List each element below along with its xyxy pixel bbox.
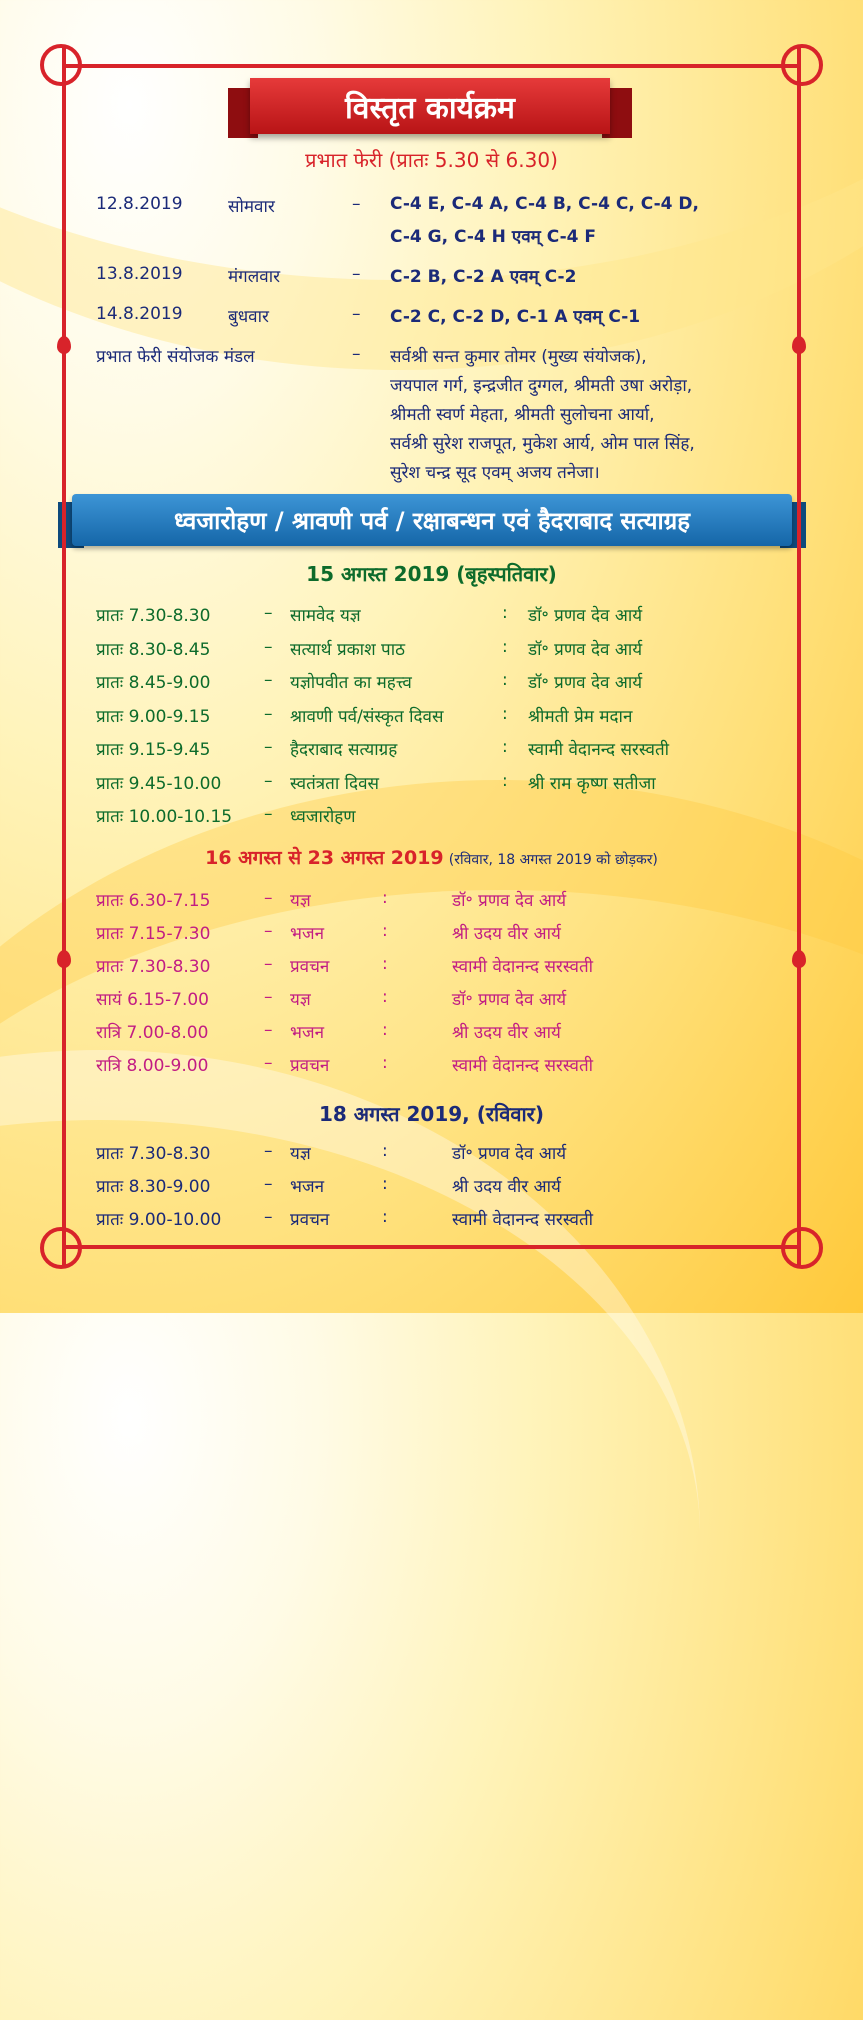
- aug15-row-event: सत्यार्थ प्रकाश पाठ: [290, 639, 405, 660]
- aug18-row-dash: –: [264, 1174, 273, 1194]
- aug18-row-time: प्रातः 7.30-8.30: [96, 1144, 211, 1164]
- prabhat-day: बुधवार: [228, 307, 269, 327]
- festival-banner-title: ध्वजारोहण / श्रावणी पर्व / रक्षाबन्धन एवं हैदराबाद सत्याग्रह: [173, 506, 691, 535]
- aug15-row-event: ध्वजारोहण: [290, 807, 356, 827]
- corner-ornament: [40, 44, 82, 86]
- aug15-row-dash: –: [264, 670, 273, 690]
- aug18-row-person: स्वामी वेदानन्द सरस्वती: [452, 1210, 594, 1230]
- aug16-row-event: यज्ञ: [290, 891, 311, 911]
- frame-drop-ornament: [57, 950, 71, 968]
- aug15-row-colon: :: [502, 636, 508, 657]
- aug18-row-time: प्रातः 9.00-10.00: [96, 1210, 222, 1230]
- aug15-row-person: डॉ॰ प्रणव देव आर्य: [528, 673, 643, 693]
- aug16-row-dash: –: [264, 954, 273, 974]
- aug16-row-event: प्रवचन: [290, 1056, 330, 1076]
- aug15-row-dash: –: [264, 636, 273, 657]
- prabhat-dash: –: [352, 264, 361, 284]
- aug18-row-colon: :: [382, 1141, 388, 1161]
- aug16-row-colon: :: [382, 987, 388, 1007]
- aug15-row-event: श्रावणी पर्व/संस्कृत दिवस: [290, 706, 444, 727]
- aug16-row-colon: :: [382, 1053, 388, 1073]
- aug15-row-time: प्रातः 10.00-10.15: [96, 807, 233, 827]
- prabhat-date: 12.8.2019: [96, 194, 183, 214]
- prabhat-details: C-4 E, C-4 A, C-4 B, C-4 C, C-4 D,: [390, 194, 699, 214]
- prabhat-details: C-2 C, C-2 D, C-1 A एवम् C-1: [390, 307, 641, 327]
- prabhat-dash: –: [352, 304, 361, 324]
- aug15-row-dash: –: [264, 804, 273, 824]
- prabhat-day: मंगलवार: [228, 267, 281, 287]
- aug15-row-event: स्वतंत्रता दिवस: [290, 773, 380, 794]
- aug16-row-time: रात्रि 7.00-8.00: [96, 1023, 209, 1043]
- aug15-row-dash: –: [264, 703, 273, 724]
- frame-bottom-border: [62, 1245, 801, 1249]
- aug15-row-person: स्वामी वेदानन्द सरस्वती: [528, 740, 670, 760]
- aug18-row-time: प्रातः 8.30-9.00: [96, 1177, 211, 1197]
- aug16-row-time: सायं 6.15-7.00: [96, 990, 209, 1010]
- aug15-row-colon: :: [502, 603, 508, 623]
- aug15-row-colon: :: [502, 737, 508, 757]
- committee-line: श्रीमती स्वर्ण मेहता, श्रीमती सुलोचना आर्या,: [390, 405, 655, 425]
- aug18-row-person: डॉ॰ प्रणव देव आर्य: [452, 1144, 567, 1164]
- aug15-row-colon: :: [502, 770, 508, 791]
- prabhat-day: सोमवार: [228, 197, 275, 217]
- corner-ornament: [781, 44, 823, 86]
- aug18-row-colon: :: [382, 1174, 388, 1194]
- aug15-row-person: डॉ॰ प्रणव देव आर्य: [528, 639, 643, 660]
- frame-top-border: [62, 64, 801, 68]
- prabhat-date: 14.8.2019: [96, 304, 183, 324]
- aug18-row-event: प्रवचन: [290, 1210, 330, 1230]
- aug15-row-event: हैदराबाद सत्याग्रह: [290, 740, 398, 760]
- page-title: विस्तृत कार्यक्रम: [345, 90, 515, 126]
- aug15-row-time: प्रातः 9.00-9.15: [96, 706, 211, 727]
- aug16-row-colon: :: [382, 1020, 388, 1040]
- aug15-row-dash: –: [264, 737, 273, 757]
- aug15-row-time: प्रातः 8.45-9.00: [96, 673, 211, 693]
- aug18-row-dash: –: [264, 1141, 273, 1161]
- aug16-row-dash: –: [264, 888, 273, 908]
- background-swoosh: [0, 780, 863, 1890]
- aug16-row-dash: –: [264, 987, 273, 1007]
- aug18-title: 18 अगस्त 2019, (रविवार): [319, 1102, 544, 1126]
- aug18-row-person: श्री उदय वीर आर्य: [452, 1177, 561, 1197]
- aug15-row-time: प्रातः 8.30-8.45: [96, 639, 211, 660]
- frame-drop-ornament: [792, 336, 806, 354]
- committee-line: जयपाल गर्ग, इन्द्रजीत दुग्गल, श्रीमती उषा अरोड़ा,: [390, 376, 693, 396]
- corner-ornament: [40, 1227, 82, 1269]
- aug16-title: 16 अगस्त से 23 अगस्त 2019: [205, 847, 444, 869]
- prabhat-date: 13.8.2019: [96, 264, 183, 284]
- aug16-row-person: डॉ॰ प्रणव देव आर्य: [452, 990, 567, 1010]
- aug16-row-person: डॉ॰ प्रणव देव आर्य: [452, 891, 567, 911]
- aug16-row-time: प्रातः 7.15-7.30: [96, 924, 211, 944]
- aug15-row-event: सामवेद यज्ञ: [290, 606, 361, 626]
- aug16-row-time: प्रातः 6.30-7.15: [96, 891, 211, 911]
- frame-left-border: [62, 48, 66, 1265]
- aug16-row-person: श्री उदय वीर आर्य: [452, 924, 561, 944]
- frame-drop-ornament: [792, 950, 806, 968]
- aug16-row-person: स्वामी वेदानन्द सरस्वती: [452, 1056, 594, 1076]
- aug16-row-dash: –: [264, 1020, 273, 1040]
- aug16-row-time: रात्रि 8.00-9.00: [96, 1056, 209, 1076]
- aug16-note: (रविवार, 18 अगस्त 2019 को छोड़कर): [448, 852, 658, 868]
- aug15-row-dash: –: [264, 770, 273, 791]
- aug15-row-event: यज्ञोपवीत का महत्त्व: [290, 673, 412, 693]
- committee-dash: –: [352, 344, 361, 364]
- aug16-row-colon: :: [382, 888, 388, 908]
- committee-label: प्रभात फेरी संयोजक मंडल: [96, 347, 255, 367]
- aug16-row-event: भजन: [290, 1023, 324, 1043]
- aug16-row-event: प्रवचन: [290, 957, 330, 977]
- aug16-row-dash: –: [264, 921, 273, 941]
- prabhat-dash: –: [352, 194, 361, 214]
- aug18-row-event: यज्ञ: [290, 1144, 311, 1164]
- aug18-row-colon: :: [382, 1207, 388, 1227]
- aug15-row-colon: :: [502, 670, 508, 690]
- aug15-row-person: डॉ॰ प्रणव देव आर्य: [528, 606, 643, 626]
- aug15-row-dash: –: [264, 603, 273, 623]
- frame-right-border: [797, 48, 801, 1265]
- committee-line: सर्वश्री सुरेश राजपूत, मुकेश आर्य, ओम पाल सिंह,: [390, 434, 695, 454]
- aug16-row-colon: :: [382, 921, 388, 941]
- prabhat-section-title: प्रभात फेरी (प्रातः 5.30 से 6.30): [305, 148, 558, 172]
- festival-banner: [72, 494, 792, 546]
- aug15-row-person: श्री राम कृष्ण सतीजा: [528, 773, 656, 794]
- aug16-row-event: भजन: [290, 924, 324, 944]
- aug15-row-time: प्रातः 9.45-10.00: [96, 773, 222, 794]
- aug16-heading: [0, 844, 863, 870]
- aug15-row-time: प्रातः 9.15-9.45: [96, 740, 211, 760]
- aug16-row-event: यज्ञ: [290, 990, 311, 1010]
- aug16-row-person: स्वामी वेदानन्द सरस्वती: [452, 957, 594, 977]
- aug15-row-person: श्रीमती प्रेम मदान: [528, 706, 633, 727]
- prabhat-details: C-4 G, C-4 H एवम् C-4 F: [390, 227, 597, 247]
- prabhat-details: C-2 B, C-2 A एवम् C-2: [390, 267, 577, 287]
- page-title-banner: [250, 78, 610, 134]
- aug18-row-event: भजन: [290, 1177, 324, 1197]
- committee-line: सर्वश्री सन्त कुमार तोमर (मुख्य संयोजक),: [390, 347, 647, 367]
- aug15-title: 15 अगस्त 2019 (बृहस्पतिवार): [306, 562, 557, 586]
- aug16-row-time: प्रातः 7.30-8.30: [96, 957, 211, 977]
- aug16-row-person: श्री उदय वीर आर्य: [452, 1023, 561, 1043]
- corner-ornament: [781, 1227, 823, 1269]
- committee-line: सुरेश चन्द्र सूद एवम् अजय तनेजा।: [390, 463, 600, 483]
- aug15-row-time: प्रातः 7.30-8.30: [96, 606, 211, 626]
- aug16-row-colon: :: [382, 954, 388, 974]
- frame-drop-ornament: [57, 336, 71, 354]
- aug18-row-dash: –: [264, 1207, 273, 1227]
- aug15-row-colon: :: [502, 703, 508, 724]
- aug16-row-dash: –: [264, 1053, 273, 1073]
